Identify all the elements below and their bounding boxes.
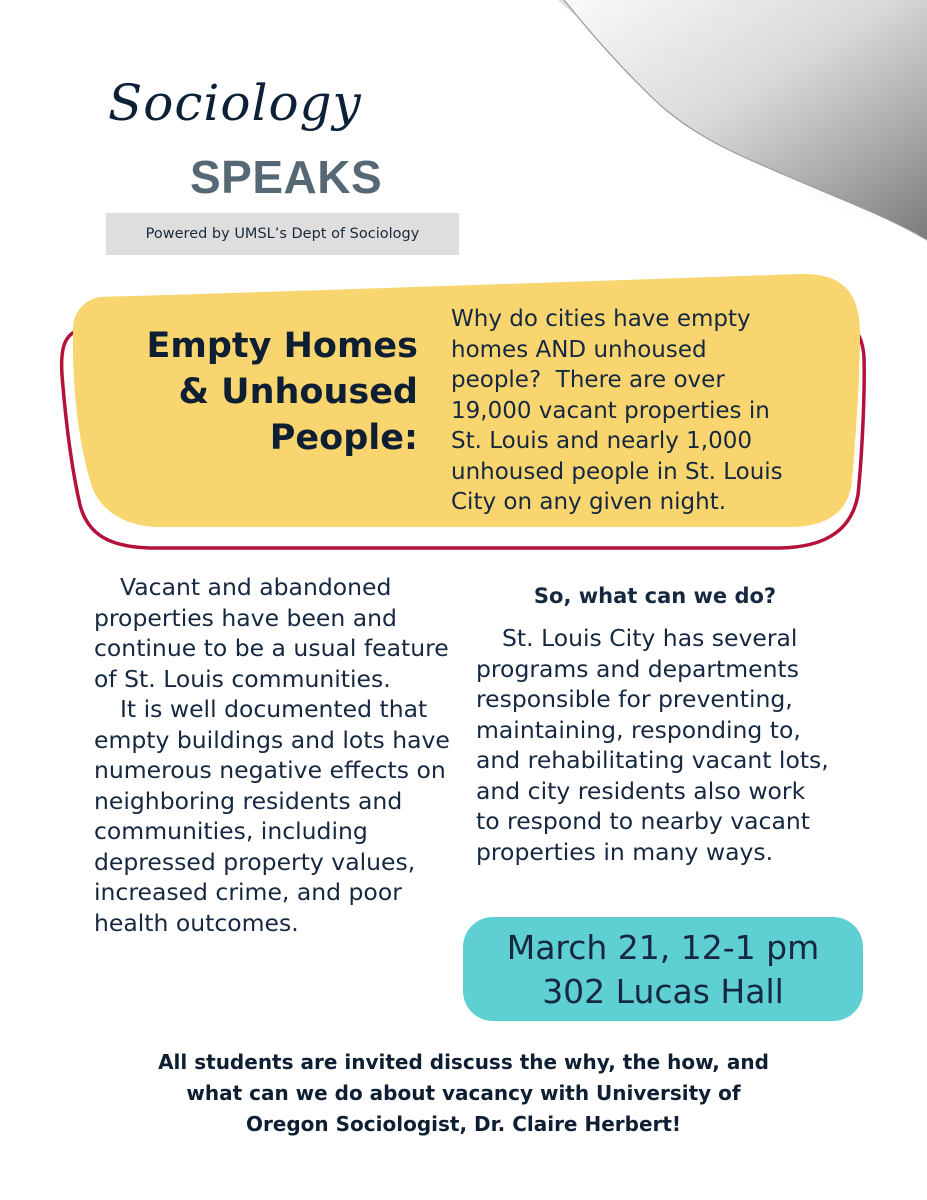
right-column-heading: So, what can we do? (533, 584, 777, 608)
event-location: 302 Lucas Hall (542, 972, 784, 1011)
logo-speaks-text: SPEAKS (190, 151, 383, 203)
banner-description (451, 304, 831, 518)
banner-text-line: unhoused people in St. Louis (451, 458, 783, 485)
banner-text-line: St. Louis and nearly 1,000 (451, 428, 752, 454)
banner-title-line: People: (269, 418, 418, 458)
event-date-time: March 21, 12-1 pm (506, 928, 820, 967)
footer-invitation (80, 1047, 847, 1140)
right-column-text: St. Louis City has several programs and departments responsible for preventing, maintaining, responding to, and rehabilitating vacant lots, and city residents also work to respond to nearby vacant properties in many ways. (476, 624, 829, 866)
logo-script-text: Sociology (108, 74, 362, 132)
banner-text-line: 19,000 vacant properties in (451, 397, 770, 424)
footer-line: All students are invited discuss the why, the how, and (158, 1050, 769, 1074)
banner-text-line: Why do cities have empty (451, 306, 751, 332)
banner-text-line: people? There are over (451, 367, 725, 393)
footer-line: Oregon Sociologist, Dr. Claire Herbert! (245, 1112, 682, 1136)
page-curl-decoration (540, 0, 927, 250)
left-paragraph-1: Vacant and abandoned properties have been and continue to be a usual feature of St. Louis communities. (94, 573, 449, 693)
powered-by-text: Powered by UMSL’s Dept of Sociology (145, 226, 420, 242)
banner-title-line: Empty Homes (146, 326, 418, 366)
left-column (94, 572, 466, 938)
banner-text-line: City on any given night. (451, 489, 727, 515)
footer-line: what can we do about vacancy with University of (186, 1081, 741, 1105)
event-details-box (463, 917, 863, 1021)
powered-by-banner (106, 213, 459, 255)
banner-title-line: & Unhoused (178, 372, 418, 412)
banner-title (120, 323, 418, 461)
banner-text-line: homes AND unhoused (451, 336, 707, 363)
left-paragraph-2: It is well documented that empty buildings and lots have numerous negative effects on neighboring residents and communities, including depressed property values, increased crime, and poor health outcomes. (94, 695, 450, 937)
